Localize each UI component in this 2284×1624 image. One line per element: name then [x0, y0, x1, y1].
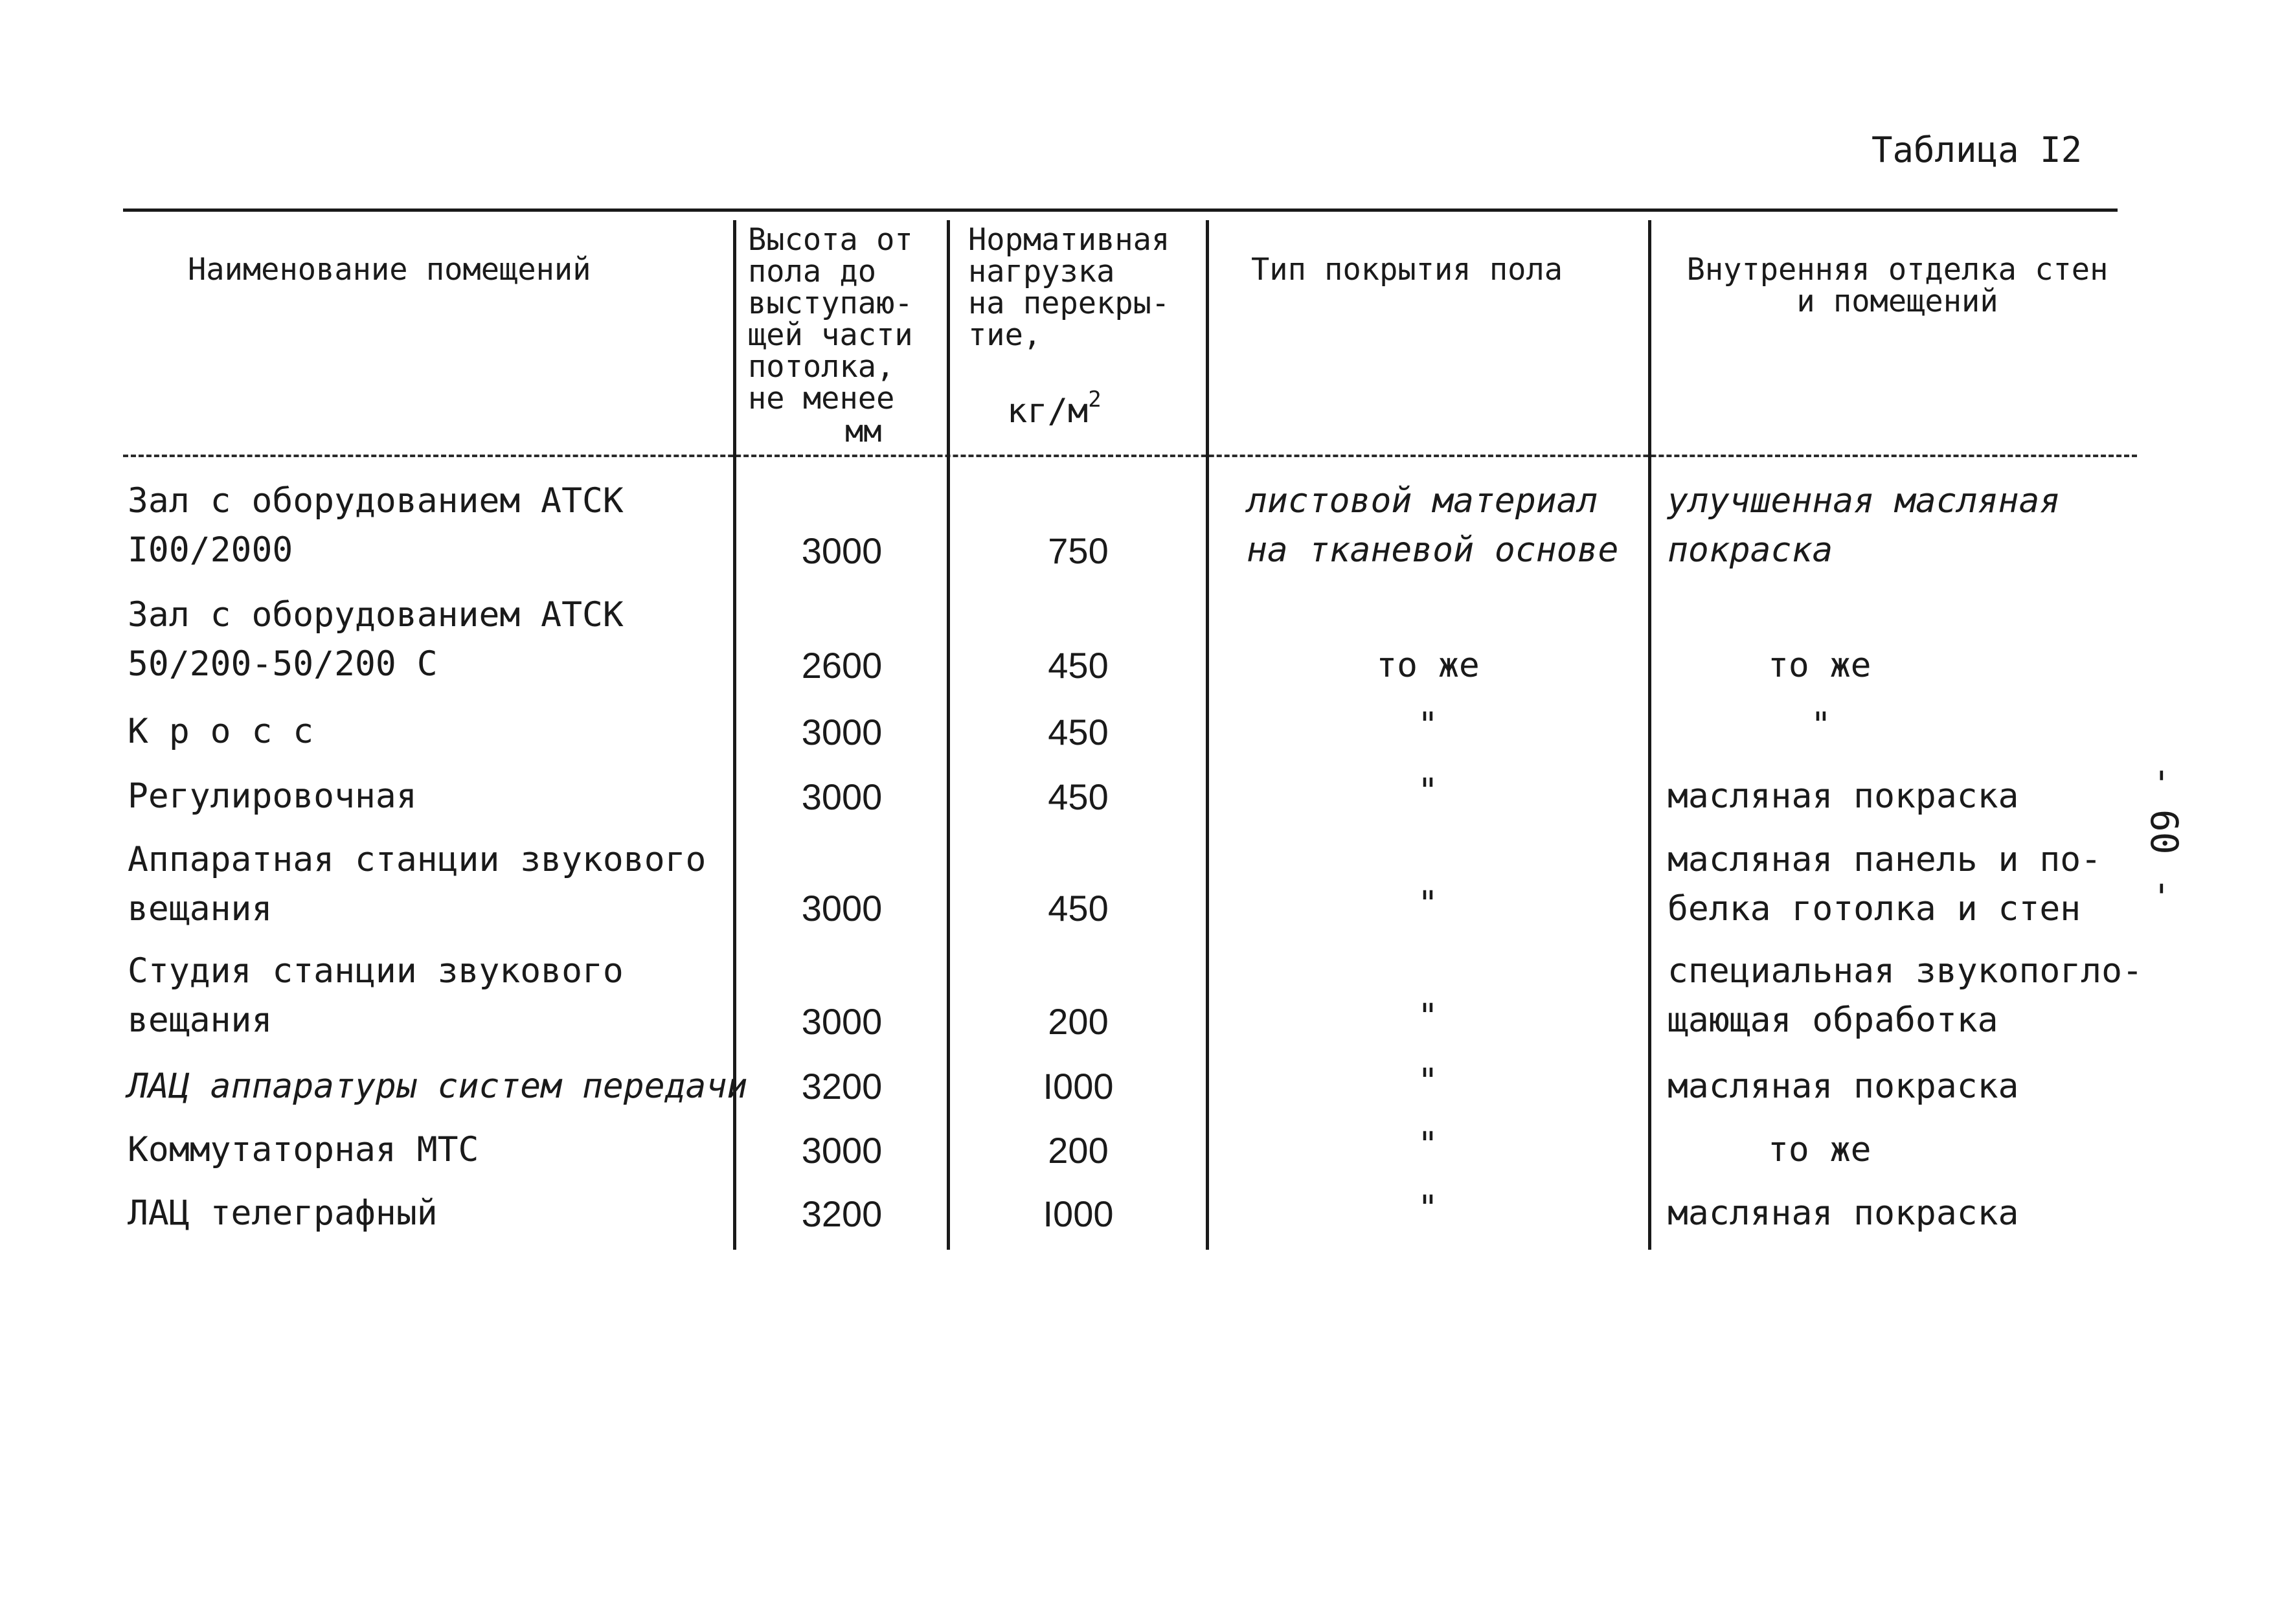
- header-floor-load-unit: [1007, 364, 1102, 431]
- table-row-9-name: ЛАЦ телеграфный: [128, 1193, 438, 1233]
- table-row-4-load: 450: [1048, 776, 1109, 817]
- header-wall-finish: Внутренняя отделка стен и помещений: [1686, 252, 2109, 319]
- table-row-1-finish: улучшенная масляная покраска: [1668, 481, 2061, 570]
- column-divider-2: [947, 220, 950, 1250]
- table-row-2-load: 450: [1048, 645, 1109, 686]
- table-row-9-load: I000: [1043, 1193, 1114, 1234]
- column-divider-3: [1206, 220, 1209, 1250]
- table-row-8-name: Коммутаторная МТС: [128, 1130, 479, 1169]
- table-row-4-name: Регулировочная: [128, 776, 417, 816]
- header-floor-load: Нормативная нагрузка на перекры- тие,: [968, 222, 1170, 353]
- table-row-6-height: 3000: [801, 1001, 883, 1042]
- table-caption: Таблица I2: [1871, 130, 2083, 170]
- table-row-7-name: ЛАЦ аппаратуры систем передачи: [128, 1066, 748, 1106]
- table-row-3-finish: ": [1811, 705, 1831, 745]
- table-row-4-finish: масляная покраска: [1668, 776, 2019, 816]
- table-row-5-load: 450: [1048, 888, 1109, 929]
- table-row-2-finish: то же: [1768, 646, 1871, 685]
- table-row-9-floor: ": [1418, 1188, 1438, 1228]
- header-floor-load-unit-text: кг/м: [1007, 392, 1089, 431]
- table-row-2-height: 2600: [801, 645, 883, 686]
- table-row-3-name: К р о с с: [128, 712, 314, 751]
- column-divider-4: [1648, 220, 1651, 1250]
- table-row-4-height: 3000: [801, 776, 883, 817]
- page-number: - 60 -: [2142, 764, 2186, 900]
- table-row-5-name: Аппаратная станции звукового вещания: [128, 840, 707, 929]
- table-row-3-floor: ": [1418, 705, 1438, 745]
- table-row-1-height: 3000: [801, 530, 883, 571]
- header-bottom-rule: [123, 455, 2137, 457]
- table-row-8-floor: ": [1418, 1125, 1438, 1164]
- table-row-6-finish: специальная звукопогло- щающая обработка: [1668, 951, 2143, 1040]
- table-row-9-finish: масляная покраска: [1668, 1193, 2019, 1233]
- header-room-name: Наименование помещений: [188, 252, 591, 288]
- table-row-1-load: 750: [1048, 530, 1109, 571]
- table-row-4-floor: ": [1418, 771, 1438, 811]
- table-row-7-load: I000: [1043, 1066, 1114, 1107]
- table-row-5-finish: масляная панель и по- белка готолка и стен: [1668, 840, 2102, 929]
- table-row-5-floor: ": [1418, 884, 1438, 923]
- table-row-1-name: Зал с оборудованием АТСК I00/2000: [128, 481, 624, 570]
- table-row-5-height: 3000: [801, 888, 883, 929]
- header-ceiling-height: Высота от пола до выступаю- щей части потолка, не менее: [748, 222, 913, 416]
- table-row-8-load: 200: [1048, 1130, 1109, 1171]
- table-row-8-height: 3000: [801, 1130, 883, 1171]
- table-row-3-load: 450: [1048, 712, 1109, 752]
- table-row-6-floor: ": [1418, 997, 1438, 1036]
- table-top-rule: [123, 209, 2118, 212]
- table-row-7-floor: ": [1418, 1061, 1438, 1101]
- table-row-8-finish: то же: [1768, 1130, 1871, 1169]
- table-row-7-finish: масляная покраска: [1668, 1066, 2019, 1106]
- table-row-2-floor: то же: [1376, 646, 1480, 685]
- header-ceiling-height-unit: мм: [845, 414, 882, 449]
- table-row-7-height: 3200: [801, 1066, 883, 1107]
- table-row-1-floor: листовой материал на тканевой основе: [1247, 481, 1619, 570]
- table-row-3-height: 3000: [801, 712, 883, 752]
- table-row-9-height: 3200: [801, 1193, 883, 1234]
- header-floor-type: Тип покрытия пола: [1251, 252, 1563, 288]
- table-row-2-name: Зал с оборудованием АТСК 50/200-50/200 С: [128, 595, 624, 684]
- header-floor-load-unit-superscript: 2: [1088, 386, 1102, 412]
- table-row-6-load: 200: [1048, 1001, 1109, 1042]
- table-row-6-name: Студия станции звукового вещания: [128, 951, 624, 1040]
